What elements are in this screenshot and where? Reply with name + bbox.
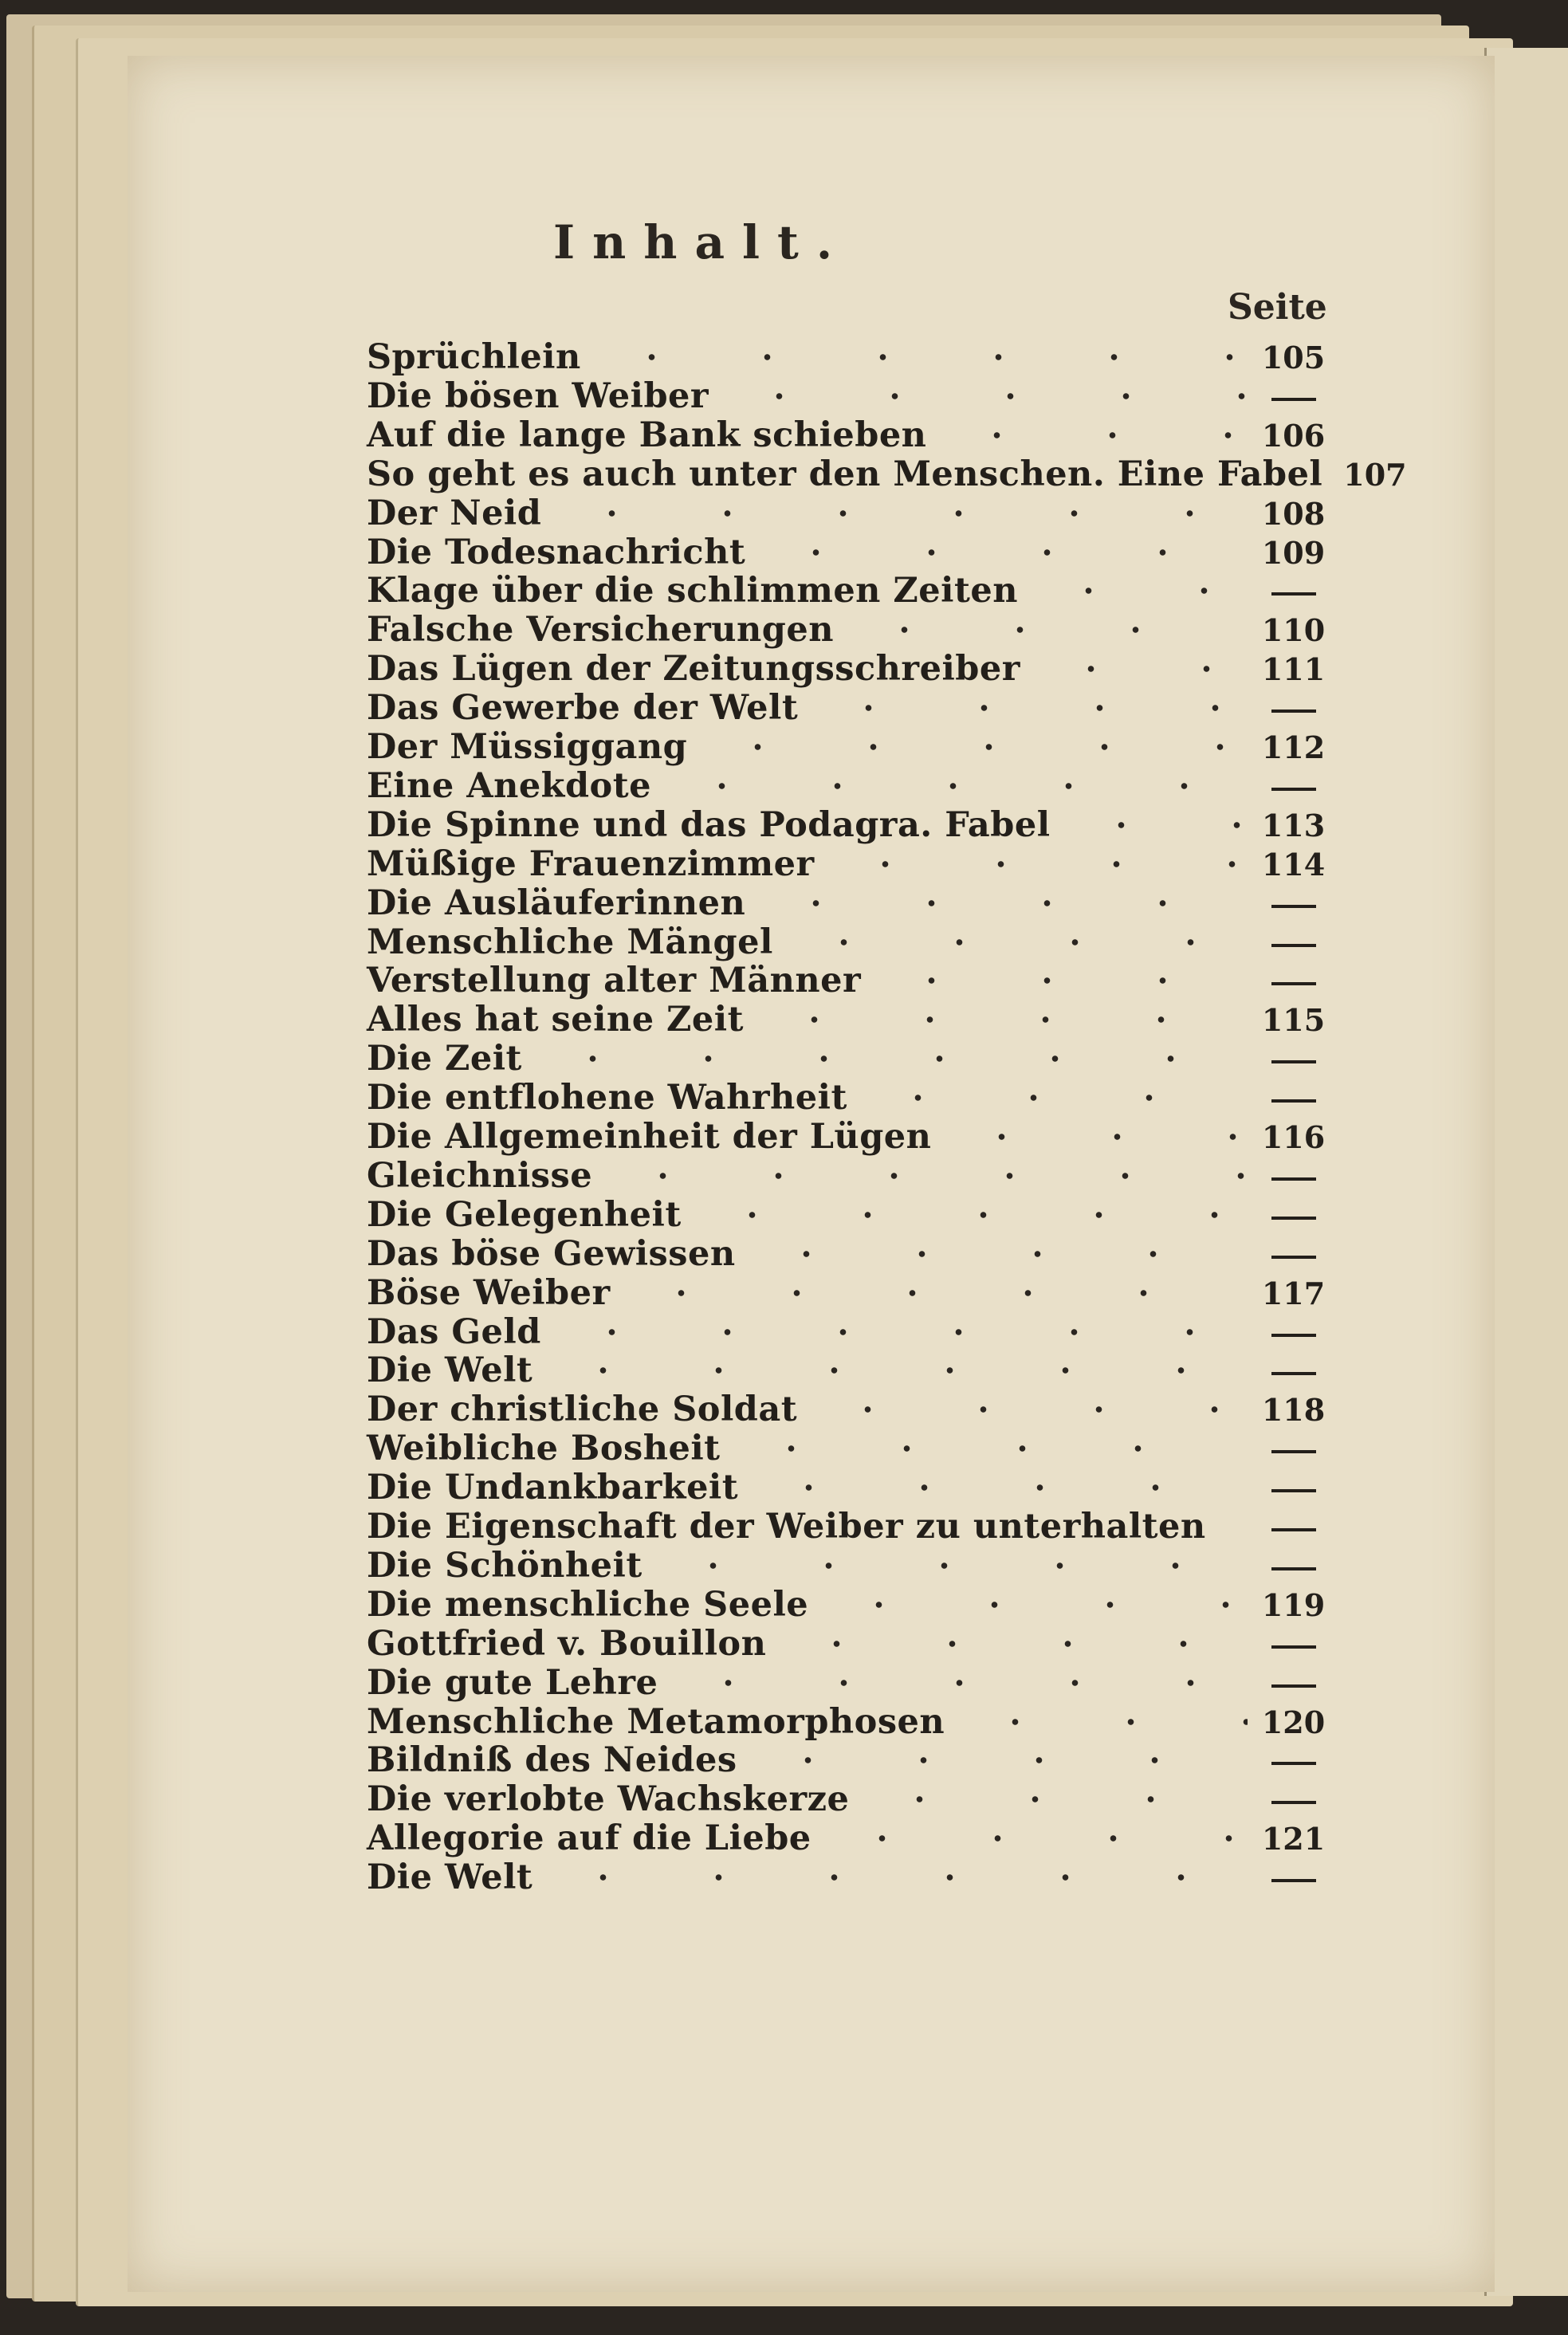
toc-entry	[367, 766, 1331, 806]
toc-entry-page: 105	[1261, 339, 1326, 375]
leader-dots	[862, 1796, 1248, 1802]
toc-entry	[367, 1546, 1331, 1586]
leader-dots	[1031, 588, 1248, 594]
toc-entry	[367, 1779, 1331, 1819]
ditto-dash	[1256, 1158, 1331, 1194]
toc-entry-title: Der Müssiggang	[367, 727, 688, 767]
leader-dots	[700, 744, 1248, 750]
toc-entry	[367, 376, 1331, 416]
leader-dots	[535, 1055, 1248, 1062]
ditto-dash-mark	[1271, 905, 1316, 908]
ditto-dash-mark	[1271, 398, 1316, 401]
leader-dots	[694, 1212, 1248, 1218]
toc-entry-page: 116	[1261, 1118, 1326, 1155]
toc-entry-title: Klage über die schlimmen Zeiten	[367, 571, 1018, 611]
toc-entry-title: Der Neid	[367, 493, 542, 533]
toc-entry	[367, 1350, 1331, 1390]
toc-entry-page: 117	[1261, 1275, 1326, 1311]
ditto-dash-mark	[1271, 592, 1316, 596]
ditto-dash	[1256, 379, 1331, 415]
toc-entry	[367, 1000, 1331, 1040]
toc-entry-title: Die Welt	[367, 1350, 533, 1390]
toc-entry-title: Der christliche Soldat	[367, 1390, 798, 1429]
toc-entry-title: Bildniß des Neides	[367, 1740, 737, 1780]
toc-entry-page: 121	[1261, 1820, 1326, 1857]
ditto-dash-mark	[1271, 1879, 1316, 1882]
ditto-dash-mark	[1271, 788, 1316, 791]
toc-entry	[367, 337, 1331, 377]
leader-dots	[758, 549, 1248, 556]
toc-entry	[367, 1078, 1331, 1118]
toc-entry-title: Die Todesnachricht	[367, 533, 746, 572]
ditto-dash	[1256, 925, 1331, 961]
toc-entry-title: Falsche Versicherungen	[367, 610, 834, 650]
ditto-dash	[1256, 1743, 1331, 1779]
toc-entry-page: 107	[1343, 456, 1407, 493]
ditto-dash-mark	[1271, 1450, 1316, 1453]
ditto-dash	[1256, 573, 1331, 609]
leader-dots	[1063, 822, 1248, 828]
toc-entry-page: 109	[1261, 534, 1326, 571]
toc-entry	[367, 493, 1331, 533]
ditto-dash	[1256, 1665, 1331, 1701]
toc-entry-page: 108	[1261, 495, 1326, 532]
toc-entry	[367, 961, 1331, 1000]
leader-dots	[664, 783, 1248, 789]
ditto-dash-mark	[1271, 1801, 1316, 1804]
toc-entry-title: Gottfried v. Bouillon	[367, 1624, 767, 1664]
toc-entry-page: 113	[1261, 807, 1326, 843]
toc-entry-title: Sprüchlein	[367, 337, 581, 377]
toc-entry	[367, 571, 1331, 611]
toc-entry-title: Gleichnisse	[367, 1156, 593, 1196]
ditto-dash-mark	[1271, 1256, 1316, 1259]
toc-entry-page: 120	[1261, 1704, 1326, 1740]
page-column-label: Seite	[1228, 287, 1327, 328]
toc-entry	[367, 1195, 1331, 1235]
ditto-dash-mark	[1271, 710, 1316, 713]
toc-entry	[367, 1663, 1331, 1703]
ditto-dash	[1256, 963, 1331, 999]
leader-dots	[554, 510, 1248, 517]
ditto-dash	[1256, 1860, 1331, 1896]
toc-entry	[367, 1857, 1331, 1897]
ditto-dash-mark	[1271, 1684, 1316, 1688]
toc-entry	[367, 805, 1331, 845]
ditto-dash-mark	[1271, 1567, 1316, 1570]
toc-entry	[367, 1624, 1331, 1664]
ditto-dash	[1256, 1236, 1331, 1272]
toc-entry-title: Das Geld	[367, 1312, 541, 1352]
toc-entry-page: 114	[1261, 846, 1326, 883]
ditto-dash	[1256, 1431, 1331, 1467]
leader-dots	[605, 1173, 1248, 1179]
toc-entry	[367, 883, 1331, 923]
ditto-dash	[1256, 1353, 1331, 1389]
leader-dots	[874, 977, 1248, 984]
toc-entry-title: Das Lügen der Zeitungsschreiber	[367, 649, 1020, 689]
toc-entry-title: Die bösen Weiber	[367, 376, 709, 416]
leader-dots	[750, 1757, 1248, 1763]
toc-entry-title: Die verlobte Wachskerze	[367, 1779, 850, 1819]
ditto-dash	[1256, 1197, 1331, 1233]
ditto-dash	[1256, 690, 1331, 726]
leader-dots	[957, 1719, 1248, 1725]
leader-dots	[939, 432, 1248, 438]
leader-dots	[670, 1680, 1248, 1686]
toc-entry	[367, 1117, 1331, 1157]
toc-entry-page: 115	[1261, 1001, 1326, 1038]
toc-entry-title: So geht es auch unter den Menschen. Eine Fabel	[367, 454, 1323, 494]
toc-entry-title: Das Gewerbe der Welt	[367, 688, 799, 728]
ditto-dash-mark	[1271, 1528, 1316, 1531]
ditto-dash-mark	[1271, 1177, 1316, 1181]
toc-entry-title: Die Gelegenheit	[367, 1195, 682, 1235]
toc-entry-title: Die menschliche Seele	[367, 1585, 809, 1625]
toc-entry	[367, 1312, 1331, 1352]
toc-entry-title: Menschliche Mängel	[367, 922, 773, 962]
leader-dots	[733, 1445, 1248, 1452]
ditto-dash-mark	[1271, 1099, 1316, 1103]
toc-entry-title: Menschliche Metamorphosen	[367, 1702, 945, 1742]
ditto-dash-mark	[1271, 1334, 1316, 1337]
leader-dots	[545, 1367, 1248, 1374]
toc-entry-title: Die entflohene Wahrheit	[367, 1078, 847, 1118]
leader-dots	[810, 1406, 1248, 1413]
leader-dots	[811, 705, 1248, 711]
ditto-dash	[1256, 769, 1331, 804]
ditto-dash	[1256, 1626, 1331, 1662]
toc-entry	[367, 1468, 1331, 1508]
leader-dots	[758, 900, 1248, 906]
toc-entry	[367, 1390, 1331, 1429]
toc-entry	[367, 1273, 1331, 1313]
toc-entry-title: Das böse Gewissen	[367, 1234, 736, 1274]
ditto-dash	[1256, 1509, 1331, 1545]
leader-dots	[860, 1095, 1248, 1101]
toc-entry-page: 110	[1261, 611, 1326, 648]
toc-entry	[367, 922, 1331, 962]
toc-entry	[367, 1818, 1331, 1858]
facing-page-edge	[1484, 48, 1568, 2296]
leader-dots	[821, 1602, 1248, 1608]
toc-entry-title: Müßige Frauenzimmer	[367, 844, 815, 884]
toc-entry-title: Auf die lange Bank schieben	[367, 415, 927, 455]
ditto-dash	[1256, 1470, 1331, 1506]
toc-entry	[367, 649, 1331, 689]
toc-entry	[367, 688, 1331, 728]
toc-entry	[367, 1585, 1331, 1625]
leader-dots	[779, 1641, 1248, 1647]
ditto-dash-mark	[1271, 944, 1316, 947]
toc-entry-title: Die Allgemeinheit der Lügen	[367, 1117, 932, 1157]
toc-entry-title: Die gute Lehre	[367, 1663, 658, 1703]
toc-entry-page: 119	[1261, 1586, 1326, 1623]
toc-entry	[367, 533, 1331, 572]
leader-dots	[749, 1251, 1248, 1257]
toc-entry	[367, 1429, 1331, 1468]
toc-entry-page: 112	[1261, 729, 1326, 765]
toc-entry-page: 118	[1261, 1391, 1326, 1428]
leader-dots	[827, 861, 1248, 867]
ditto-dash	[1256, 1782, 1331, 1818]
toc-entry-title: Die Ausläuferinnen	[367, 883, 746, 923]
ditto-dash	[1256, 1080, 1331, 1116]
ditto-dash	[1256, 1548, 1331, 1584]
toc-entry	[367, 1156, 1331, 1196]
toc-entry-title: Die Zeit	[367, 1039, 522, 1079]
ditto-dash-mark	[1271, 1489, 1316, 1492]
toc-entry-title: Eine Anekdote	[367, 766, 651, 806]
leader-dots	[1033, 666, 1248, 672]
toc-entry-title: Alles hat seine Zeit	[367, 1000, 744, 1040]
ditto-dash-mark	[1271, 982, 1316, 985]
ditto-dash-mark	[1271, 1217, 1316, 1220]
leader-dots	[1219, 1523, 1248, 1530]
toc-entry-title: Die Spinne und das Podagra. Fabel	[367, 805, 1051, 845]
leader-dots	[944, 1134, 1248, 1140]
toc-entry-title: Die Undankbarkeit	[367, 1468, 739, 1508]
ditto-dash-mark	[1271, 1372, 1316, 1375]
leader-dots	[655, 1563, 1248, 1569]
toc-entry	[367, 1039, 1331, 1079]
leader-dots	[786, 939, 1248, 945]
leader-dots	[545, 1874, 1248, 1881]
toc-entry-title: Allegorie auf die Liebe	[367, 1818, 812, 1858]
toc-entry-title: Weibliche Bosheit	[367, 1429, 721, 1468]
toc-entry	[367, 844, 1331, 884]
ditto-dash-mark	[1271, 1762, 1316, 1765]
toc-entry-page: 106	[1261, 417, 1326, 454]
leader-dots	[721, 393, 1248, 399]
toc-entry-page: 111	[1261, 651, 1326, 687]
toc-entry	[367, 1234, 1331, 1274]
toc-entry-title: Die Schönheit	[367, 1546, 643, 1586]
toc-entry	[367, 454, 1407, 494]
toc-entry-title: Verstellung alter Männer	[367, 961, 862, 1000]
ditto-dash-mark	[1271, 1645, 1316, 1649]
leader-dots	[847, 627, 1248, 633]
toc-entry	[367, 1740, 1331, 1780]
toc-entry	[367, 1507, 1331, 1547]
leader-dots	[824, 1835, 1248, 1842]
leader-dots	[594, 354, 1248, 360]
toc-entry	[367, 610, 1331, 650]
toc-entry-title: Die Eigenschaft der Weiber zu unterhalten	[367, 1507, 1206, 1547]
toc-entry	[367, 415, 1331, 455]
ditto-dash-mark	[1271, 1060, 1316, 1063]
leader-dots	[554, 1329, 1248, 1335]
toc-entry	[367, 727, 1331, 767]
toc-entry-title: Böse Weiber	[367, 1273, 611, 1313]
toc-entry-title: Die Welt	[367, 1857, 533, 1897]
leader-dots	[756, 1016, 1248, 1023]
ditto-dash	[1256, 886, 1331, 922]
ditto-dash	[1256, 1041, 1331, 1077]
leader-dots	[623, 1290, 1248, 1296]
leader-dots	[751, 1484, 1248, 1491]
toc-entry	[367, 1702, 1331, 1742]
ditto-dash	[1256, 1315, 1331, 1350]
